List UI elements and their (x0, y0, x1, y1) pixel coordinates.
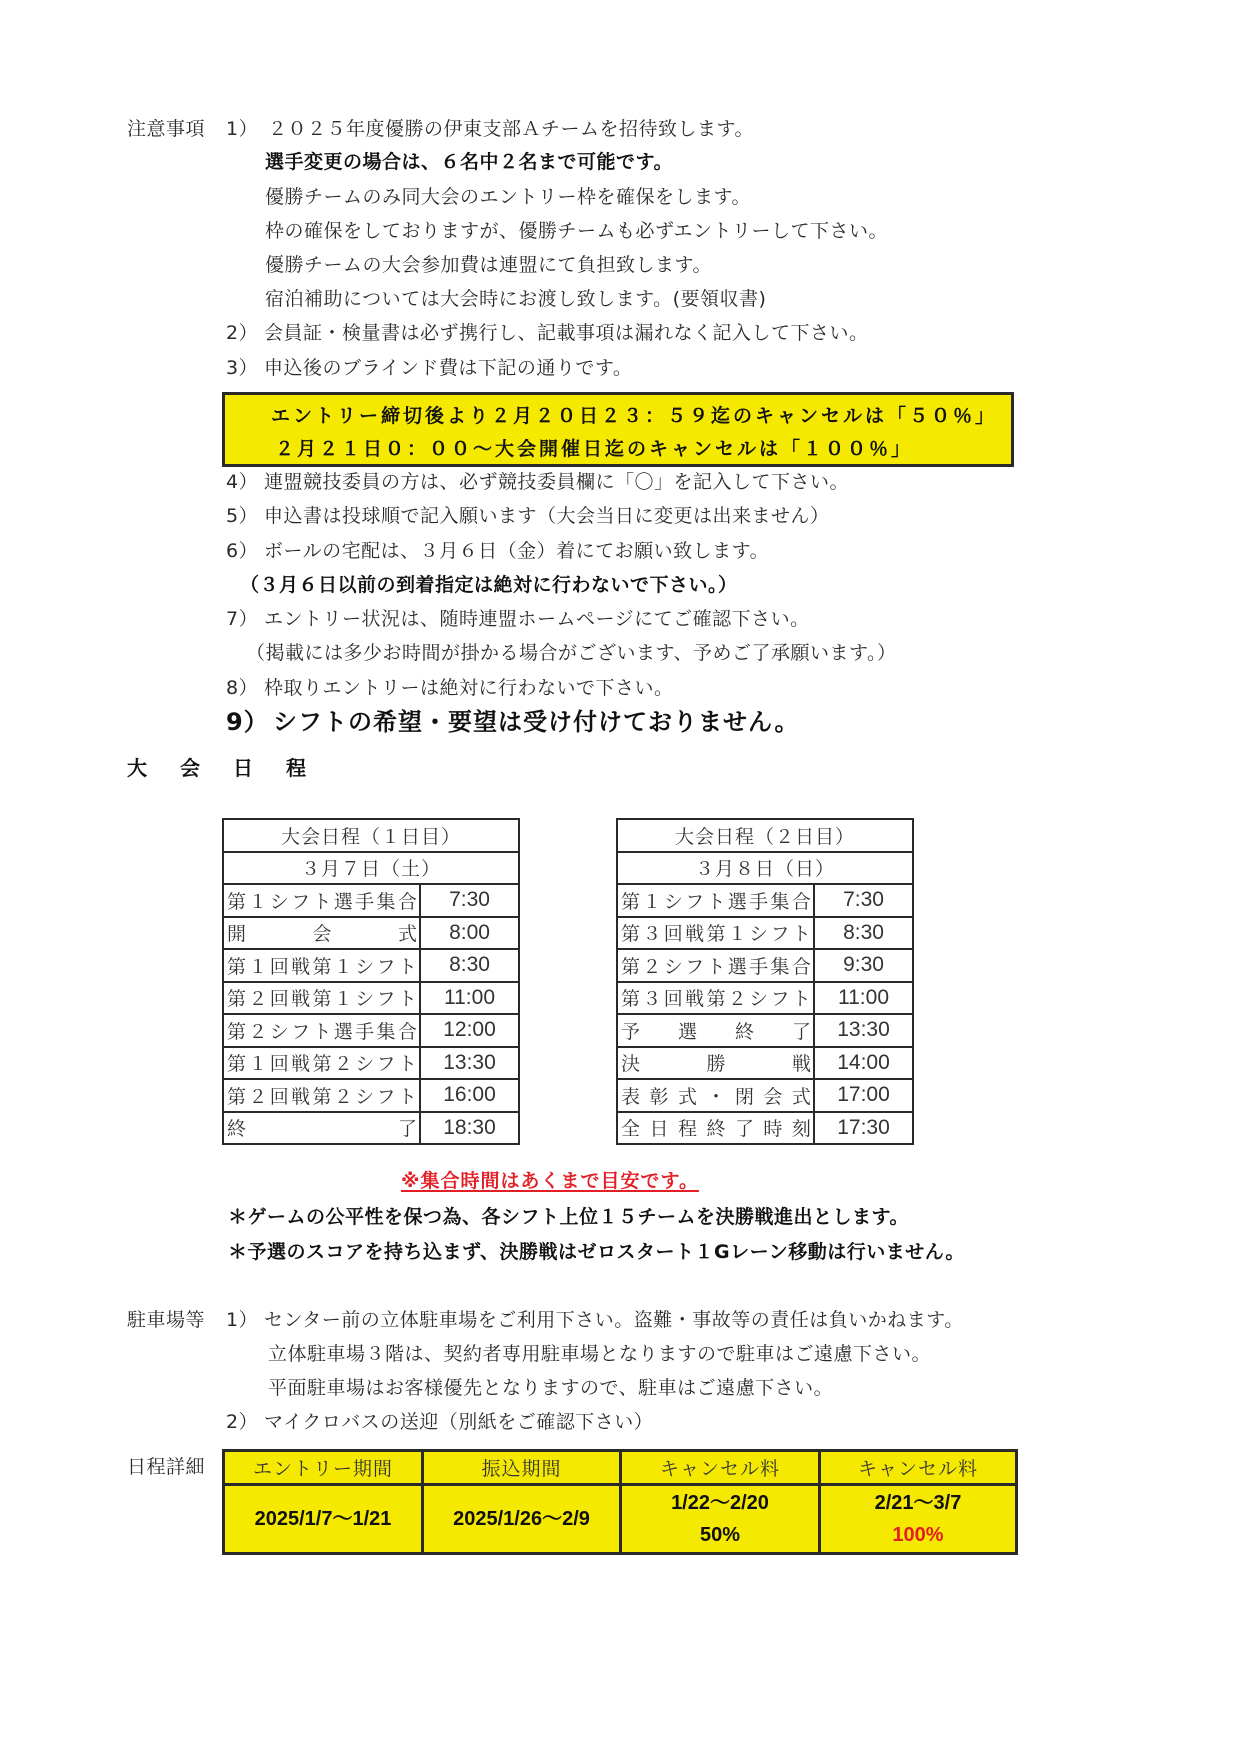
schedule-event-text (621, 887, 811, 914)
schedule-event-char: 集 (376, 1020, 396, 1043)
schedule-event-text (227, 887, 417, 914)
schedule-event-char: ト (706, 890, 726, 913)
schedule-event-char: ２ (642, 955, 662, 978)
schedule-event-char: １ (333, 988, 353, 1011)
footnote-finals-qualify: ＊ゲームの公平性を保つ為、各シフト上位１５チームを決勝戦進出とします。 (228, 1206, 909, 1228)
detail-header-cancel-fee-2: キャンセル料 (820, 1451, 1017, 1485)
schedule-event-char: 選 (333, 890, 353, 913)
note-1-line-3: 優勝チームのみ同大会のエントリー枠を確保をします。 (265, 186, 751, 208)
schedule-event-char: 選 (727, 890, 747, 913)
schedule-event-char: シ (355, 1085, 375, 1108)
schedule-event (223, 917, 420, 950)
detail-entry-period (224, 1485, 423, 1554)
assembly-time-note: ※集合時間はあくまで目安です。 (401, 1170, 699, 1192)
schedule-time: 8:30 (420, 949, 519, 982)
schedule-event-char: 選 (727, 955, 747, 978)
schedule-event-char: 時 (763, 1118, 783, 1141)
schedule-event-char: 彰 (649, 1085, 669, 1108)
schedule-event-char: 戦 (291, 955, 311, 978)
note-6-text: ボールの宅配は、３月６日（金）着にてお願い致します。 (264, 540, 770, 562)
schedule-event-char: 了 (791, 1020, 811, 1043)
detail-header-payment-period: 振込期間 (423, 1451, 621, 1485)
detail-payment-period-value: 2025/1/26～2/9 (453, 1508, 590, 1530)
note-7-text: エントリー状況は、随時連盟ホームページにてご確認下さい。 (264, 608, 810, 630)
schedule-day2-table (616, 818, 914, 1145)
schedule-event-char: 決 (621, 1053, 641, 1076)
schedule-event-char: 手 (749, 955, 769, 978)
schedule-event-char: ト (706, 955, 726, 978)
schedule-heading-char: 日 (233, 756, 253, 780)
footnote-zero-start: ＊予選のスコアを持ち込まず、決勝戦はゼロスタート１Gレーン移動は行いません。 (228, 1241, 965, 1263)
schedule-event-char: 手 (355, 1020, 375, 1043)
schedule-event-char: 第 (621, 890, 641, 913)
note-2-number: 2） (226, 322, 259, 344)
schedule-row (617, 884, 913, 917)
schedule-event (617, 1014, 814, 1047)
schedule-row (617, 1047, 913, 1080)
schedule-event-text (621, 1049, 811, 1076)
schedule-event-char: フ (376, 988, 396, 1011)
schedule-event-char: 合 (791, 955, 811, 978)
schedule-event-char: ２ (333, 1085, 353, 1108)
schedule-heading-char: 程 (286, 756, 306, 780)
schedule-event-char: 第 (312, 1085, 332, 1108)
schedule-row (223, 982, 519, 1015)
schedule-heading-char: 会 (180, 756, 200, 780)
schedule-event-char: 式 (397, 923, 417, 946)
schedule-event-char: ト (397, 1053, 417, 1076)
cancel-fee-line-1: エントリー締切後より２月２０日２３：５９迄のキャンセルは「５０％」 (271, 405, 998, 427)
schedule-row (223, 1079, 519, 1112)
detail-table (222, 1449, 1018, 1555)
schedule-row (223, 1047, 519, 1080)
schedule-event-char: 回 (663, 988, 683, 1011)
schedule-event-char: 戦 (291, 1085, 311, 1108)
schedule-event-char: 回 (663, 923, 683, 946)
note-1-line-4: 枠の確保をしておりますが、優勝チームも必ずエントリーして下さい。 (265, 220, 889, 242)
schedule-event-char: 戦 (291, 988, 311, 1011)
schedule-event-char: フ (770, 923, 790, 946)
schedule-event-char: 予 (621, 1020, 641, 1043)
detail-payment-period (423, 1485, 621, 1554)
schedule-event-char: 手 (355, 890, 375, 913)
detail-header-entry-period: エントリー期間 (224, 1451, 423, 1485)
schedule-time: 8:30 (814, 917, 913, 950)
schedule-event-char: 了 (397, 1118, 417, 1141)
schedule-event-char: １ (727, 923, 747, 946)
schedule-row (223, 917, 519, 950)
note-1-line-5: 優勝チームの大会参加費は連盟にて負担致します。 (265, 254, 712, 276)
schedule-event-char: １ (248, 890, 268, 913)
schedule-event-char: 式 (791, 1085, 811, 1108)
note-2-text: 会員証・検量書は必ず携行し、記載事項は漏れなく記入して下さい。 (264, 322, 869, 344)
detail-label: 日程詳細 (127, 1456, 206, 1478)
schedule-event-char: 第 (227, 890, 247, 913)
schedule-time: 11:00 (814, 982, 913, 1015)
note-3-number: 3） (226, 357, 259, 379)
schedule-day1-table (222, 818, 520, 1145)
schedule-time: 11:00 (420, 982, 519, 1015)
schedule-event-char: 戦 (291, 1053, 311, 1076)
parking-2-number: 2） (226, 1411, 259, 1433)
schedule-event-text (621, 984, 811, 1011)
note-4-text: 連盟競技委員の方は、必ず競技委員欄に「〇」を記入して下さい。 (264, 471, 850, 493)
schedule-event-char: 程 (677, 1118, 697, 1141)
schedule-event-char: 終 (734, 1020, 754, 1043)
schedule-event-char: 選 (333, 1020, 353, 1043)
schedule-event-char: 選 (677, 1020, 697, 1043)
note-1-line-2: 選手変更の場合は、６名中２名まで可能です。 (265, 151, 673, 173)
schedule-event-text (227, 1114, 417, 1141)
schedule-event-char: 集 (770, 955, 790, 978)
schedule-event-char: 刻 (791, 1118, 811, 1141)
schedule-event-char: シ (355, 988, 375, 1011)
schedule-event-char: ト (791, 923, 811, 946)
schedule-event (617, 982, 814, 1015)
schedule-event (223, 949, 420, 982)
schedule-event-char: 第 (227, 1085, 247, 1108)
schedule-event-char: １ (248, 955, 268, 978)
schedule-time: 18:30 (420, 1112, 519, 1145)
note-1-line-6: 宿泊補助については大会時にお渡し致します。(要領収書) (265, 288, 767, 310)
schedule-event-char: ト (312, 890, 332, 913)
schedule-row (223, 949, 519, 982)
parking-1-line-3: 平面駐車場はお客様優先となりますので、駐車はご遠慮下さい。 (268, 1377, 834, 1399)
schedule-event-char: 式 (677, 1085, 697, 1108)
schedule-event-char: 第 (227, 1053, 247, 1076)
day1-date: ３月７日（土） (223, 852, 519, 885)
note-1-number: 1） (226, 118, 259, 140)
schedule-event (617, 1047, 814, 1080)
note-4-number: 4） (226, 471, 259, 493)
note-3-text: 申込後のブラインド費は下記の通りです。 (264, 357, 633, 379)
schedule-event-char: ト (397, 1085, 417, 1108)
schedule-event-char: ト (397, 955, 417, 978)
schedule-time: 17:00 (814, 1079, 913, 1112)
schedule-event-char: ３ (642, 923, 662, 946)
schedule-event-char: 開 (227, 923, 247, 946)
note-8-number: 8） (226, 677, 259, 699)
schedule-event-char: 手 (749, 890, 769, 913)
schedule-event-char: 了 (734, 1118, 754, 1141)
schedule-event-char: 第 (227, 1020, 247, 1043)
note-1-line-1: ２０２５年度優勝の伊東支部Ａチームを招待致します。 (268, 118, 754, 140)
schedule-event-char: 第 (312, 1053, 332, 1076)
detail-cancel-fee-1 (621, 1485, 820, 1554)
schedule-event-char: 回 (269, 1085, 289, 1108)
note-7-sub: （掲載には多少お時間が掛かる場合がございます、予めご了承願います。） (246, 642, 897, 664)
schedule-event (223, 1079, 420, 1112)
schedule-heading (127, 752, 306, 781)
parking-1-number: 1） (226, 1309, 259, 1331)
schedule-row (617, 982, 913, 1015)
schedule-event-char: シ (355, 955, 375, 978)
schedule-event-char: 終 (706, 1118, 726, 1141)
schedule-time: 13:30 (420, 1047, 519, 1080)
schedule-event-text (621, 919, 811, 946)
detail-cancel-fee-2-dates: 2/21～3/7 (874, 1492, 962, 1514)
schedule-event-char: シ (749, 988, 769, 1011)
schedule-event-char: シ (749, 923, 769, 946)
schedule-event-char: フ (685, 955, 705, 978)
detail-header-cancel-fee-1: キャンセル料 (621, 1451, 820, 1485)
schedule-event-char: シ (269, 890, 289, 913)
schedule-event-char: 第 (312, 988, 332, 1011)
schedule-event-char: 第 (621, 923, 641, 946)
schedule-event-char: １ (642, 890, 662, 913)
schedule-event-text (227, 1017, 417, 1044)
schedule-row (617, 1112, 913, 1145)
schedule-event-text (227, 1049, 417, 1076)
schedule-event-char: 戦 (685, 923, 705, 946)
schedule-event-char: ト (397, 988, 417, 1011)
schedule-event-char: 第 (621, 988, 641, 1011)
detail-cancel-fee-2-percent: 100% (892, 1524, 944, 1546)
note-6-sub: （３月６日以前の到着指定は絶対に行わないで下さい。） (240, 574, 738, 596)
schedule-event-char: 会 (312, 923, 332, 946)
schedule-event (617, 1112, 814, 1145)
schedule-row (617, 1079, 913, 1112)
schedule-event-char: 集 (770, 890, 790, 913)
schedule-event-char: 回 (269, 988, 289, 1011)
schedule-event-text (227, 1082, 417, 1109)
schedule-event-char: ト (312, 1020, 332, 1043)
schedule-time: 7:30 (814, 884, 913, 917)
schedule-event-char: フ (376, 1085, 396, 1108)
schedule-event-char: 会 (763, 1085, 783, 1108)
schedule-event (223, 982, 420, 1015)
schedule-row (223, 1112, 519, 1145)
schedule-event-char: 集 (376, 890, 396, 913)
schedule-time: 9:30 (814, 949, 913, 982)
parking-label: 駐車場等 (127, 1309, 206, 1331)
note-9-number: 9） (226, 708, 269, 736)
schedule-event-char: シ (663, 955, 683, 978)
schedule-event-char: ２ (727, 988, 747, 1011)
day2-title: 大会日程（２日目） (617, 819, 913, 852)
detail-cancel-fee-2 (820, 1485, 1017, 1554)
cancel-fee-line-2: ２月２１日０：００～大会開催日迄のキャンセルは「１００％」 (275, 438, 914, 460)
day1-title: 大会日程（１日目） (223, 819, 519, 852)
schedule-event-char: ２ (248, 988, 268, 1011)
schedule-event-char: シ (663, 890, 683, 913)
schedule-event-char: 第 (227, 955, 247, 978)
schedule-event (223, 1112, 420, 1145)
detail-entry-period-value: 2025/1/7～1/21 (254, 1508, 392, 1530)
schedule-event-text (621, 1114, 811, 1141)
detail-cancel-fee-1-dates: 1/22～2/20 (671, 1492, 769, 1514)
schedule-event-char: フ (291, 1020, 311, 1043)
schedule-event-char: 合 (397, 1020, 417, 1043)
schedule-event-char: 閉 (734, 1085, 754, 1108)
schedule-event-char: 第 (312, 955, 332, 978)
schedule-row (223, 1014, 519, 1047)
detail-cancel-fee-1-percent: 50% (699, 1524, 741, 1546)
schedule-event-char: ・ (706, 1085, 726, 1108)
parking-1-line-1: センター前の立体駐車場をご利用下さい。盗難・事故等の責任は負いかねます。 (264, 1309, 964, 1331)
note-6-number: 6） (226, 540, 259, 562)
schedule-event-char: 終 (227, 1118, 247, 1141)
schedule-event-char: フ (376, 955, 396, 978)
schedule-event (617, 884, 814, 917)
schedule-time: 7:30 (420, 884, 519, 917)
schedule-event-char: 戦 (685, 988, 705, 1011)
schedule-event (617, 1079, 814, 1112)
schedule-heading-char: 大 (127, 756, 147, 780)
schedule-event (223, 884, 420, 917)
schedule-row (617, 917, 913, 950)
schedule-event-text (621, 1017, 811, 1044)
schedule-event-char: シ (355, 1053, 375, 1076)
note-5-text: 申込書は投球順で記入願います（大会当日に変更は出来ません） (264, 505, 830, 527)
schedule-event-char: 合 (791, 890, 811, 913)
schedule-event-char: ２ (333, 1053, 353, 1076)
schedule-event-char: シ (269, 1020, 289, 1043)
schedule-event-char: ２ (248, 1020, 268, 1043)
note-7-number: 7） (226, 608, 259, 630)
schedule-event-char: １ (248, 1053, 268, 1076)
schedule-event-char: ２ (248, 1085, 268, 1108)
schedule-time: 14:00 (814, 1047, 913, 1080)
note-9-text: シフトの希望・要望は受け付けておりません。 (273, 708, 800, 736)
schedule-event-char: 表 (621, 1085, 641, 1108)
schedule-event-text (227, 984, 417, 1011)
schedule-event-char: 全 (621, 1118, 641, 1141)
schedule-event-char: 回 (269, 1053, 289, 1076)
schedule-event-char: 第 (621, 955, 641, 978)
schedule-time: 17:30 (814, 1112, 913, 1145)
schedule-event-char: フ (376, 1053, 396, 1076)
schedule-event-text (227, 952, 417, 979)
schedule-event-char: フ (291, 890, 311, 913)
schedule-event-text (227, 919, 417, 946)
schedule-time: 13:30 (814, 1014, 913, 1047)
schedule-time: 12:00 (420, 1014, 519, 1047)
schedule-event-char: 合 (397, 890, 417, 913)
schedule-event-char: ト (791, 988, 811, 1011)
schedule-event-char: 回 (269, 955, 289, 978)
schedule-time: 16:00 (420, 1079, 519, 1112)
schedule-event-char: 第 (706, 988, 726, 1011)
note-5-number: 5） (226, 505, 259, 527)
schedule-time: 8:00 (420, 917, 519, 950)
schedule-event (617, 949, 814, 982)
schedule-event (223, 1047, 420, 1080)
schedule-event-char: フ (770, 988, 790, 1011)
schedule-event-char: １ (333, 955, 353, 978)
parking-2-text: マイクロバスの送迎（別紙をご確認下さい） (264, 1411, 654, 1433)
schedule-event-char: 戦 (791, 1053, 811, 1076)
schedule-event-char: フ (685, 890, 705, 913)
notes-label: 注意事項 (127, 118, 206, 140)
schedule-event-char: 勝 (706, 1053, 726, 1076)
schedule-row (223, 884, 519, 917)
schedule-event-char: 日 (649, 1118, 669, 1141)
schedule-event-char: 第 (227, 988, 247, 1011)
note-8-text: 枠取りエントリーは絶対に行わないで下さい。 (264, 677, 674, 699)
schedule-event (617, 917, 814, 950)
schedule-event-text (621, 952, 811, 979)
schedule-event (223, 1014, 420, 1047)
schedule-row (617, 1014, 913, 1047)
schedule-event-text (621, 1082, 811, 1109)
cancel-fee-callout (222, 392, 1014, 467)
parking-1-line-2: 立体駐車場３階は、契約者専用駐車場となりますので駐車はご遠慮下さい。 (268, 1343, 932, 1365)
day2-date: ３月８日（日） (617, 852, 913, 885)
schedule-row (617, 949, 913, 982)
schedule-event-char: 第 (706, 923, 726, 946)
schedule-event-char: ３ (642, 988, 662, 1011)
